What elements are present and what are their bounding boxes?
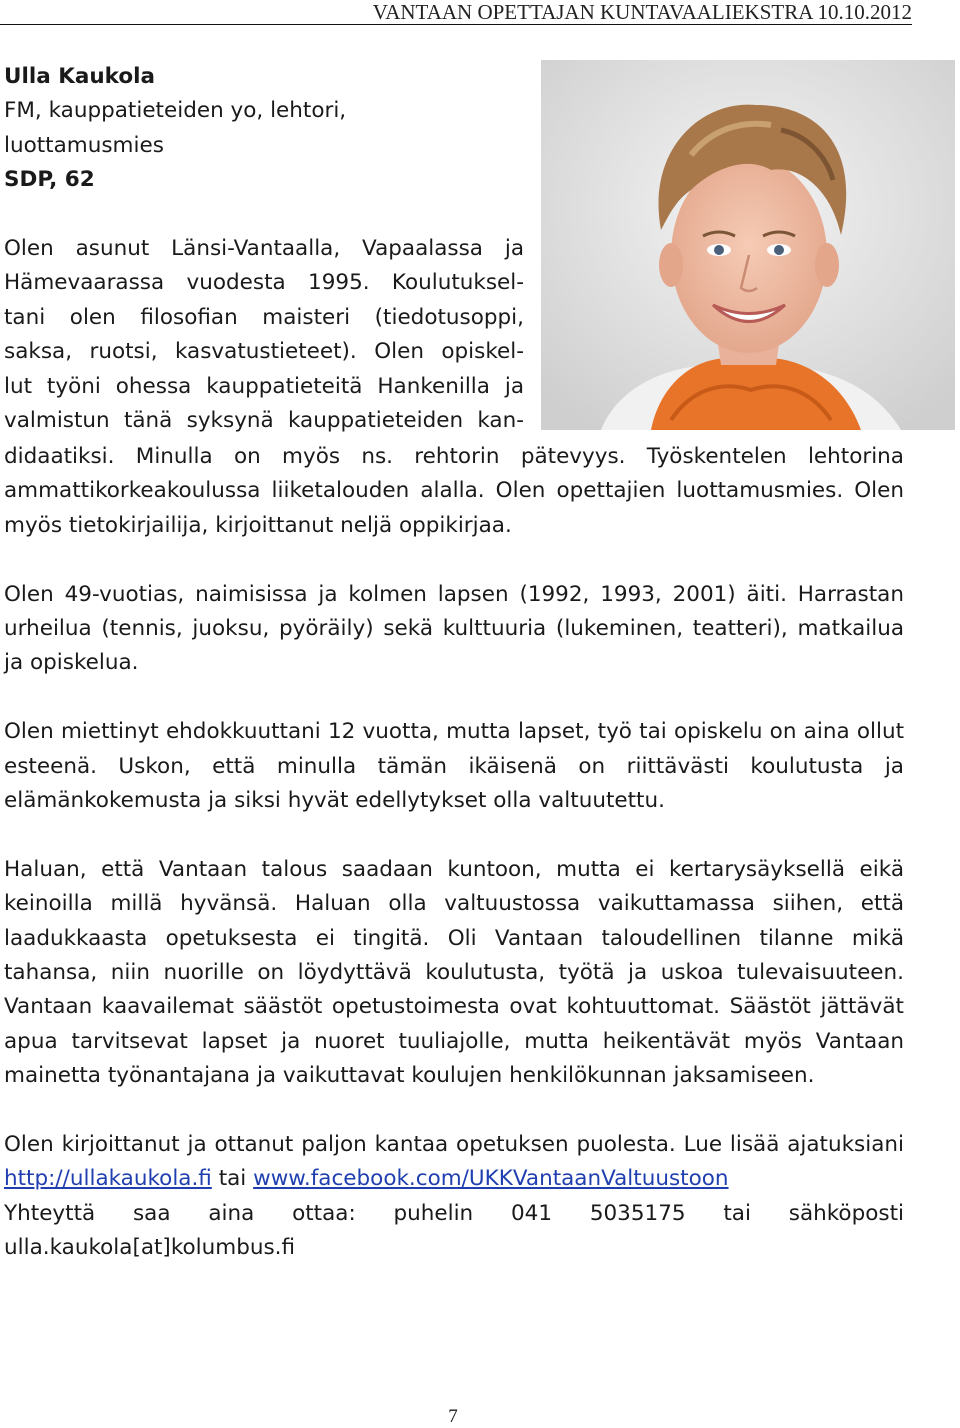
intro-line: valmistun tänä syksynä kauppatieteiden kan- <box>4 408 524 434</box>
intro-paragraph <box>4 232 524 438</box>
intro-line: saksa, ruotsi, kasvatustieteet). Olen opiskel- <box>4 339 524 365</box>
page-number: 7 <box>448 1406 458 1427</box>
facebook-link[interactable]: www.facebook.com/UKKVantaanValtuustoon <box>253 1166 729 1192</box>
article-body <box>4 440 904 1266</box>
spacer <box>4 198 524 232</box>
contact-or: tai <box>211 1166 254 1192</box>
candidate-party-age: SDP, 62 <box>4 167 95 193</box>
intro-line: lut työni ohessa kauppatieteitä Hankenilla ja <box>4 373 524 399</box>
candidate-name: Ulla Kaukola <box>4 64 156 89</box>
candidate-photo <box>541 60 955 430</box>
paragraph-contact <box>4 1128 904 1266</box>
page-header: VANTAAN OPETTAJAN KUNTAVAALIEKSTRA 10.10.2012 <box>0 0 912 25</box>
candidate-intro <box>4 60 524 438</box>
candidate-title: FM, kauppatieteiden yo, lehtori, <box>4 98 347 124</box>
paragraph-background: didaatiksi. Minulla on myös ns. rehtorin pätevyys. Työskentelen lehtorina ammattikorkeakoulussa liiketalouden alalla. Olen opettajien luottamusmies. Olen myös tietokirjailija, kirjoittanut neljä oppikirjaa. <box>4 444 904 538</box>
paragraph-personal: Olen 49-vuotias, naimisissa ja kolmen lapsen (1992, 1993, 2001) äiti. Harrastan urheilua (tennis, juoksu, pyöräily) sekä kulttuuria (lukeminen, teatteri), matkailua ja opiskelua. <box>4 581 904 676</box>
candidate-title-continued: luottamusmies <box>4 132 164 158</box>
paragraph-candidacy: Olen miettinyt ehdokkuuttani 12 vuotta, mutta lapset, työ tai opiskelu on aina ollut esteenä. Uskon, että minulla tämän ikäisenä on riittävästi koulutusta ja elämänkokemusta ja siksi hyvät edellytykset olla valtuutettu. <box>4 719 904 814</box>
contact-phone-email: Yhteyttä saa aina ottaa: puhelin 041 5035175 tai sähköposti ulla.kaukola[at]kolumbus.fi <box>4 1200 904 1261</box>
paragraph-policy: Haluan, että Vantaan talous saadaan kuntoon, mutta ei kertarysäyksellä eikä keinoilla millä hyvänsä. Haluan olla valtuustossa vaikuttamassa siihen, että laadukkaasta opetuksesta ei tingitä. Oli Vantaan taloudellinen tilanne mikä tahansa, niin nuorille on löydyttävä koulutusta, työtä ja uskoa tulevaisuuteen. Vantaan kaavailemat säästöt opetustoimesta ovat kohtuuttomat. Säästöt jättävät apua tarvitsevat lapset ja nuoret tuuliajolle, mutta heikentävät myös Vantaan mainetta työnantajana ja vaikuttavat koulujen henkilökunnan jaksamiseen. <box>4 856 904 1089</box>
portrait-image <box>541 60 955 430</box>
intro-line: tani olen filosofian maisteri (tiedotusoppi, <box>4 304 524 330</box>
intro-line: Olen asunut Länsi-Vantaalla, Vapaalassa ja <box>4 236 524 262</box>
website-link[interactable]: http://ullakaukola.fi <box>4 1166 212 1192</box>
intro-line: Hämevaarassa vuodesta 1995. Koulutuksel- <box>4 270 524 296</box>
contact-intro: Olen kirjoittanut ja ottanut paljon kantaa opetuksen puolesta. Lue lisää ajatuksiani <box>4 1132 904 1158</box>
